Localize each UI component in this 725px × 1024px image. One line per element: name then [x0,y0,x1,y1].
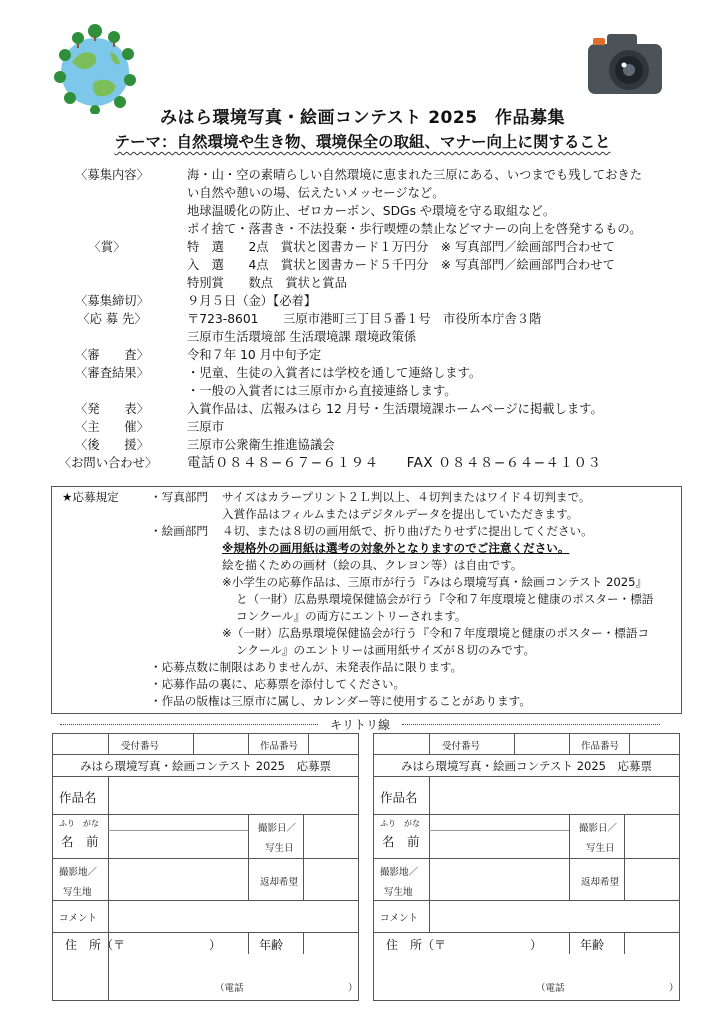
form-header: みはら環境写真・絵画コンテスト 2025 応募票 [80,759,331,773]
info-text: 地球温暖化の防止、ゼロカーボン、SDGs や環境を守る取組など。 [187,204,556,218]
rules-text: ンクール』のエントリーは画用紙サイズが８切のみです。 [236,643,536,657]
name-label: 名 前 [382,834,420,849]
rules-text: と（一財）広島県環境保健協会が行う『令和７年度環境と健康のポスター・標語 [236,592,654,606]
info-row-content [0,166,725,184]
rules-text: コンクール』の両方にエントリーされます。 [236,609,467,623]
work-title-label: 作品名 [59,790,97,805]
comment-field[interactable] [431,902,677,930]
place-label-2: 写生地 [384,887,413,898]
shoot-date-field[interactable] [626,816,677,856]
info-label: 〈応 募 先〉 [77,312,147,326]
place-label: 撮影地／ [380,867,419,878]
age-field[interactable] [626,934,677,952]
info-text: 〒723-8601 三原市港町三丁目５番１号 市役所本庁舎３階 [187,312,542,326]
application-rules-box [51,486,682,714]
return-field[interactable] [305,860,356,898]
info-text: ポイ捨て・落書き・不法投棄・歩行喫煙の禁止などマナーの向上を啓発するもの。 [187,222,642,236]
rules-warning: ※規格外の画用紙は選考の対象外となりますのでご注意ください。 [222,541,570,555]
info-text: ・児童、生徒の入賞者には学校を通して連絡します。 [187,366,482,380]
info-text: ９月５日（金）【必着】 [187,294,317,308]
rules-text: ４切、または８切の画用紙で、折り曲げたりせずに提出してください。 [222,524,593,538]
info-text: 三原市公衆衛生推進協議会 [187,438,335,452]
rules-text: 入賞作品はフィルムまたはデジタルデータを提出していただきます。 [222,507,579,521]
earth-trees-illustration [50,22,140,114]
work-title-label: 作品名 [380,790,418,805]
age-label: 年齢 [259,938,284,952]
info-row-submit-to [0,310,725,328]
cut-line [60,716,660,732]
info-text: 海・山・空の素晴らしい自然環境に恵まれた三原にある、いつまでも残しておきた [187,168,642,182]
address-label: 住 所（〒 ） [386,938,543,952]
info-text: い自然や憩いの場、伝えたいメッセージなど。 [187,186,445,200]
info-label: 〈審査結果〉 [75,366,149,380]
info-text: 入 選 4点 賞状と図書カード５千円分 ※ 写真部門／絵画部門合わせて [187,258,615,272]
age-label: 年齢 [580,938,605,952]
comment-field[interactable] [110,902,356,930]
work-title-field[interactable] [110,778,356,812]
work-title-field[interactable] [431,778,677,812]
info-label: 〈お問い合わせ〉 [58,456,158,470]
info-row-deadline [0,292,725,310]
name-field[interactable] [431,816,567,856]
rules-photo-label: ・写真部門 [150,490,208,504]
place-field[interactable] [431,860,567,898]
age-field[interactable] [305,934,356,952]
return-label: 返却希望 [581,877,620,888]
rules-paint-label: ・絵画部門 [150,524,208,538]
info-row-sponsor [0,436,725,454]
info-row-organizer [0,418,725,436]
info-label: 〈賞〉 [88,240,126,254]
camera-illustration [585,30,665,96]
info-row-judging [0,346,725,364]
info-text: 三原市生活環境部 生活環境課 環境政策係 [187,330,417,344]
info-label: 〈後 援〉 [75,438,149,452]
info-label: 〈審 査〉 [75,348,149,362]
phone-label: （電話 ） [215,983,358,994]
info-row-contact [0,454,725,472]
contest-theme: テーマ：自然環境や生き物、環境保全の取組、マナー向上に関すること [114,133,611,151]
shoot-date-field[interactable] [305,816,356,856]
rules-note: ・応募作品の裏に、応募票を添付してください。 [150,677,406,691]
reception-number-label: 受付番号 [442,741,481,752]
rules-text: 絵を描くための画材（絵の具、クレヨン等）は自由です。 [222,558,523,572]
comment-label: コメント [380,913,419,924]
info-row-result [0,364,725,382]
info-row-prize [0,238,725,256]
rules-text: ※（一財）広島県環境保健協会が行う『令和７年度環境と健康のポスター・標語コ [222,626,650,640]
rules-note: ・作品の版権は三原市に属し、カレンダー等に使用することがあります。 [150,694,531,708]
shoot-date-label-2: 写生日 [586,843,615,854]
info-label: 〈発 表〉 [75,402,149,416]
rules-heading: ★応募規定 [62,490,119,504]
place-label: 撮影地／ [59,867,98,878]
info-text: 三原市 [187,420,224,434]
name-label: 名 前 [61,834,99,849]
work-number-label: 作品番号 [260,741,299,752]
form-header: みはら環境写真・絵画コンテスト 2025 応募票 [401,759,652,773]
info-text: ・一般の入賞者には三原市から直接連絡します。 [187,384,457,398]
info-text: 入賞作品は、広報みはら 12 月号・生活環境課ホームページに掲載します。 [187,402,603,416]
info-label: 〈主 催〉 [75,420,149,434]
entry-form-right [373,733,680,1001]
info-text: 電話０８４８−６７−６１９４ FAX ０８４８−６４−４１０３ [187,455,602,471]
rules-note: ・応募点数に制限はありませんが、未発表作品に限ります。 [150,660,463,674]
reception-number-label: 受付番号 [121,741,160,752]
shoot-date-label: 撮影日／ [258,823,297,834]
page-title: みはら環境写真・絵画コンテスト 2025 作品募集 [159,108,566,128]
info-label: 〈募集内容〉 [75,168,149,182]
address-label: 住 所（〒 ） [65,938,222,952]
furigana-label: ふり がな [59,819,99,828]
phone-label: （電話 ） [536,983,679,994]
work-number-label: 作品番号 [581,741,620,752]
rules-text: ※小学生の応募作品は、三原市が行う『みはら環境写真・絵画コンテスト 2025』 [222,575,648,589]
place-field[interactable] [110,860,246,898]
entry-form-left [52,733,359,1001]
comment-label: コメント [59,913,98,924]
furigana-label: ふり がな [380,819,420,828]
return-label: 返却希望 [260,877,299,888]
shoot-date-label: 撮影日／ [579,823,618,834]
info-text: 特別賞 数点 賞状と賞品 [187,276,347,290]
cut-line-label: キリトリ線 [329,718,390,732]
shoot-date-label-2: 写生日 [265,843,294,854]
info-text: 特 選 2点 賞状と図書カード１万円分 ※ 写真部門／絵画部門合わせて [187,240,615,254]
place-label-2: 写生地 [63,887,92,898]
return-field[interactable] [626,860,677,898]
info-row-announce [0,400,725,418]
name-field[interactable] [110,816,246,856]
info-text: 令和７年 10 月中旬予定 [187,348,322,362]
info-label: 〈募集締切〉 [75,294,149,308]
rules-text: サイズはカラープリント２Ｌ判以上、４切判またはワイド４切判まで。 [222,490,591,504]
